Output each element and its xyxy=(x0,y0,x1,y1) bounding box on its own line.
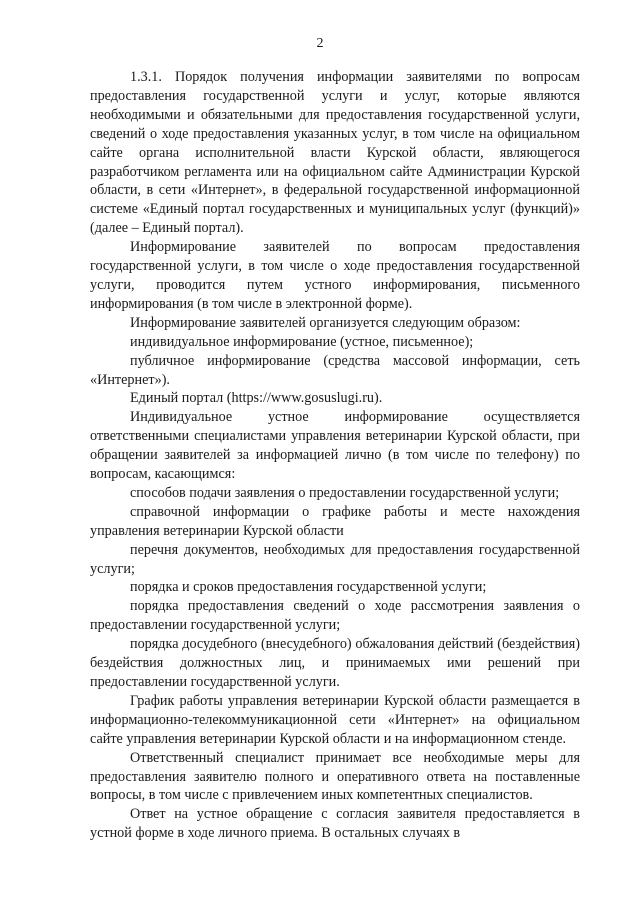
paragraph-schedule-published: График работы управления ветеринарии Курской области размещается в информационно-телекоммуникационной сети «Интернет» на официальном сайте управления ветеринарии Курской области и на информационном стенде. xyxy=(90,692,580,747)
list-item-schedule-info: справочной информации о графике работы и месте нахождения управления ветеринарии Курской области xyxy=(90,503,580,539)
paragraph-specialist-measures: Ответственный специалист принимает все необходимые меры для предоставления заявителю полного и оперативного ответа на поставленные вопросы, в том числе с привлечением иных компетентных специалистов. xyxy=(90,749,580,804)
paragraph-1-3-1: 1.3.1. Порядок получения информации заявителями по вопросам предоставления государственной услуги и услуг, которые являются необходимыми и обязательными для предоставления государственной услуги, сведений о ходе предоставления указанных услуг, в том числе на официальном сайте органа исполнительной власти Курской области, являющегося разработчиком регламента или на официальном сайте Администрации Курской области, в сети «Интернет», в федеральной государственной информационной системе «Единый портал государственных и муниципальных услуг (функций)» (далее – Единый портал). xyxy=(90,69,580,237)
list-item-portal: Единый портал (https://www.gosuslugi.ru). xyxy=(130,390,383,407)
page-number: 2 xyxy=(316,36,324,51)
paragraph-oral-informing: Индивидуальное устное информирование осуществляется ответственными специалистами управления ветеринарии Курской области, при обращении заявителей за информацией лично (в том числе по телефону) по вопросам, касающимся: xyxy=(90,409,580,483)
list-item-individual: индивидуальное информирование (устное, письменное); xyxy=(130,333,474,350)
paragraph-informing-methods: Информирование заявителей по вопросам предоставления государственной услуги, в том числе о ходе предоставления государственной услуги, проводится путем устного информирования, письменного информирования (в том числе в электронной форме). xyxy=(90,239,580,312)
list-item-public: публичное информирование (средства массовой информации, сеть «Интернет»). xyxy=(90,352,580,388)
list-item-progress-info: порядка предоставления сведений о ходе рассмотрения заявления о предоставлении государственной услуги; xyxy=(90,598,580,634)
paragraph-informing-organized: Информирование заявителей организуется следующим образом: xyxy=(130,314,521,331)
paragraph-oral-response: Ответ на устное обращение с согласия заявителя предоставляется в устной форме в ходе личного приема. В остальных случаях в xyxy=(90,806,580,842)
list-item-submission-methods: способов подачи заявления о предоставлении государственной услуги; xyxy=(130,484,560,501)
list-item-documents: перечня документов, необходимых для предоставления государственной услуги; xyxy=(90,541,580,577)
document-body xyxy=(90,68,580,843)
list-item-terms: порядка и сроков предоставления государственной услуги; xyxy=(130,579,487,596)
list-item-appeal: порядка досудебного (внесудебного) обжалования действий (бездействия) бездействия должностных лиц, и принимаемых ими решений при предоставлении государственной услуги. xyxy=(90,636,580,690)
